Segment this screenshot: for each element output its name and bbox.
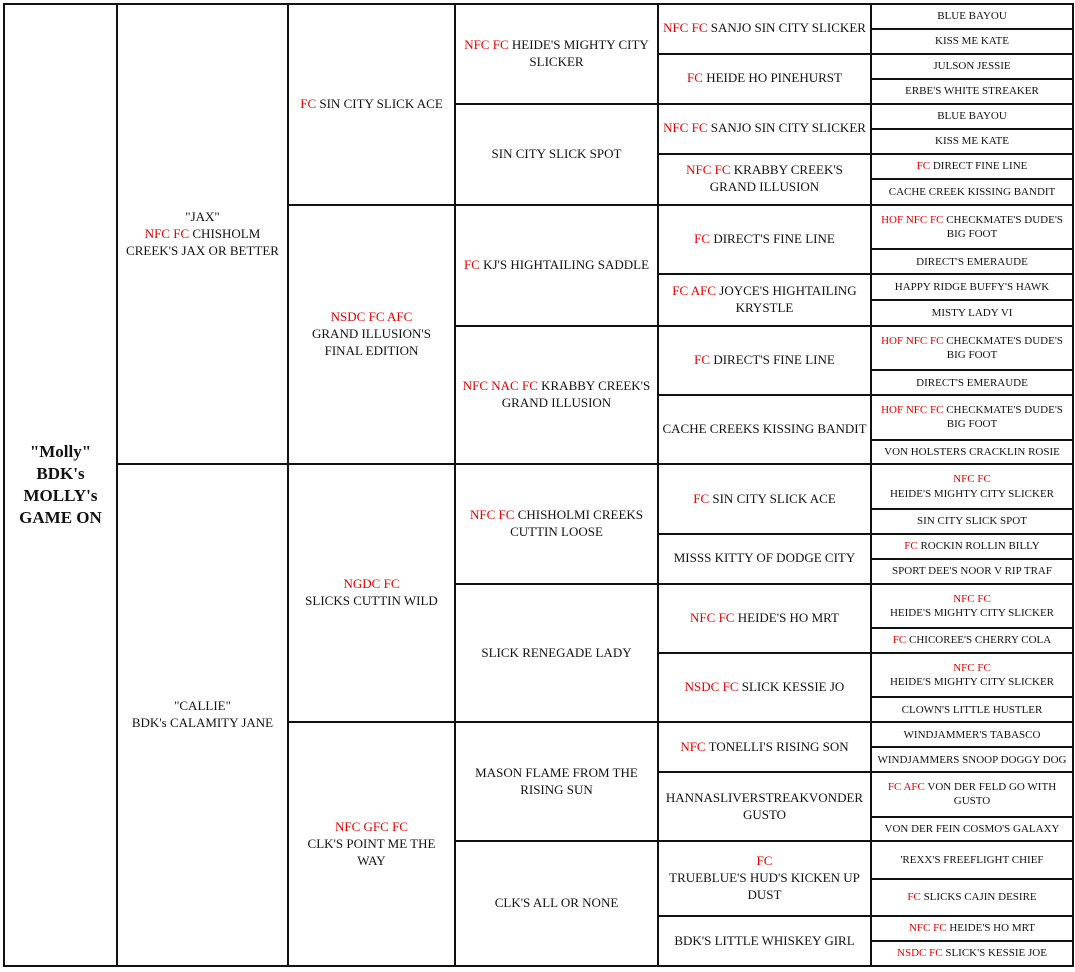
gen5-titles: HOF NFC FC [881,213,944,226]
sire-name [121,226,284,260]
dam-registered-name: BDK's CALAMITY JANE [131,715,274,731]
gen4-cell [658,534,871,584]
gen4-cell [658,205,871,274]
gen5-titles: NFC FC [953,473,991,486]
gen4-name: TONELLI'S RISING SON [708,738,849,754]
subject-dog-cell [4,4,117,966]
gen5-name: SIN CITY SLICK SPOT [917,515,1027,528]
gen5-cell [871,326,1073,370]
gen5-cell [871,559,1073,584]
gen5-name: VON DER FELD GO WITH GUSTO [927,781,1057,808]
gen4-name: HANNASLIVERSTREAKVONDERGUSTO [665,789,864,822]
gen2-name: GRAND ILLUSION'S FINAL EDITION [312,326,431,359]
gen3-cell [455,104,658,205]
gen4-titles: NFC FC [663,20,708,36]
gen5-name: DIRECT FINE LINE [932,160,1028,173]
gen5-titles: HOF NFC FC [881,334,944,347]
gen5-name: WINDJAMMER'S TABASCO [903,728,1041,741]
gen4-cell [658,653,871,722]
gen3-cell [455,326,658,465]
gen5-name: CHECKMATE'S DUDE'S BIG FOOT [946,334,1063,361]
gen4-titles: NFC [680,738,706,754]
gen4-cell [658,772,871,841]
gen3-cell [455,722,658,841]
gen5-name: WINDJAMMERS SNOOP DOGGY DOG [877,753,1067,766]
gen3-titles: NFC FC [464,36,509,52]
gen3-name: KRABBY CREEK'S GRAND ILLUSION [501,378,651,411]
gen5-name: VON HOLSTERS CRACKLIN ROSIE [884,445,1060,458]
gen3-titles: NFC FC [469,507,515,523]
gen4-titles: NFC FC [690,609,735,625]
gen4-cell [658,464,871,533]
gen5-name: CLOWN'S LITTLE HUSTLER [901,703,1043,716]
gen5-cell [871,509,1073,534]
gen4-name: BDK'S LITTLE WHISKEY GIRL [674,932,855,948]
gen5-cell [871,653,1073,697]
gen5-cell [871,628,1073,653]
gen4-cell [658,154,871,205]
gen5-titles: NFC FC [908,922,947,935]
gen5-titles: FC [892,634,907,647]
gen4-cell [658,916,871,966]
gen4-name: MISSS KITTY OF DODGE CITY [673,550,856,566]
gen4-titles: NFC FC [686,162,731,178]
gen3-cell [455,841,658,966]
gen5-name: SLICK'S KESSIE JOE [945,947,1047,960]
dam-call-name: "CALLIE" [174,698,231,714]
gen2-name: SIN CITY SLICK ACE [319,96,443,112]
gen4-cell [658,584,871,653]
gen3-name: MASON FLAME FROM THE RISING SUN [475,764,638,797]
gen5-name: 'REXX'S FREEFLIGHT CHIEF [900,853,1044,866]
gen2-titles: NFC GFC FC [335,818,408,834]
gen5-titles: FC [904,540,918,553]
gen4-titles: FC [693,490,710,506]
gen5-cell [871,79,1073,104]
gen3-name: SLICK RENEGADE LADY [481,644,632,660]
gen3-name: SIN CITY SLICK SPOT [491,145,622,161]
gen4-name: DIRECT'S FINE LINE [713,352,835,368]
gen5-name: BLUE BAYOU [937,110,1007,122]
gen4-name: HEIDE'S HO MRT [737,609,839,625]
subject-name-line1: MOLLY's [23,486,98,505]
gen2-titles: FC [300,96,317,112]
gen5-name: ROCKIN ROLLIN BILLY [920,540,1040,553]
gen3-titles: FC [463,256,480,272]
gen5-name: JULSON JESSIE [933,60,1011,73]
gen5-cell [871,817,1073,842]
gen4-cell [658,274,871,325]
gen5-cell [871,154,1073,180]
gen5-titles: NFC FC [953,592,991,605]
gen4-name: DIRECT'S FINE LINE [713,231,835,247]
subject-call-name: "Molly" [29,441,92,461]
gen2-cell [288,4,455,205]
gen5-name: HEIDE'S MIGHTY CITY SLICKER [889,676,1055,689]
sire-registered-name: CHISHOLM CREEK'S JAX OR BETTER [126,225,279,258]
gen5-name: SLICKS CAJIN DESIRE [923,891,1037,904]
gen4-titles: FC [694,231,711,247]
gen4-titles: NFC FC [663,120,708,136]
gen5-name: MISTY LADY VI [931,306,1013,319]
gen5-cell [871,584,1073,628]
gen5-name: DIRECT'S EMERAUDE [916,255,1028,268]
gen5-cell [871,841,1073,878]
gen5-name: DIRECT'S EMERAUDE [916,376,1028,389]
gen4-cell [658,4,871,54]
gen5-cell [871,205,1073,249]
gen4-name: TRUEBLUE'S HUD'S KICKEN UP DUST [669,870,860,903]
gen5-name: VON DER FEIN COSMO'S GALAXY [884,822,1060,835]
gen5-titles: FC [907,891,921,904]
gen4-name: SANJO SIN CITY SLICKER [710,20,866,36]
gen5-cell [871,941,1073,966]
gen5-cell [871,772,1073,816]
gen5-cell [871,464,1073,508]
sire-call-name: "JAX" [185,208,220,224]
pedigree-chart [3,3,1074,967]
gen4-cell [658,104,871,154]
gen5-name: CHICOREE'S CHERRY COLA [909,634,1052,647]
gen4-cell [658,54,871,104]
gen5-titles: NSDC FC [897,947,943,960]
gen5-cell [871,54,1073,79]
gen4-titles: FC [756,853,773,869]
gen3-name: KJ'S HIGHTAILING SADDLE [483,256,650,272]
gen5-cell [871,179,1073,205]
gen4-cell [658,722,871,772]
gen4-titles: NSDC FC [684,679,739,695]
gen5-name: HEIDE'S MIGHTY CITY SLICKER [889,487,1055,500]
gen5-cell [871,29,1073,54]
gen2-name: CLK'S POINT ME THE WAY [307,835,436,868]
gen4-name: CACHE CREEKS KISSING BANDIT [662,421,867,437]
gen3-cell [455,205,658,326]
gen5-name: HAPPY RIDGE BUFFY'S HAWK [894,281,1050,294]
gen5-cell [871,129,1073,154]
gen5-name: CHECKMATE'S DUDE'S BIG FOOT [946,404,1063,431]
gen4-name: JOYCE'S HIGHTAILING KRYSTLE [719,283,857,316]
gen4-name: SANJO SIN CITY SLICKER [710,120,866,136]
gen5-name: CHECKMATE'S DUDE'S BIG FOOT [946,213,1063,241]
gen5-cell [871,300,1073,326]
gen4-cell [658,841,871,915]
gen5-name: KISS ME KATE [935,35,1009,48]
gen5-titles: FC AFC [887,781,925,794]
gen2-titles: NSDC FC AFC [330,309,413,325]
gen5-titles: NFC FC [953,661,991,674]
gen4-cell [658,326,871,395]
gen2-cell [288,464,455,722]
subject-kennel: BDK's [36,463,85,483]
gen3-cell [455,584,658,723]
gen2-name: SLICKS CUTTIN WILD [305,593,438,609]
gen5-name: BLUE BAYOU [937,10,1007,23]
gen3-cell [455,4,658,104]
gen4-cell [658,395,871,464]
gen5-titles: HOF NFC FC [881,404,944,417]
gen5-cell [871,916,1073,941]
gen5-cell [871,274,1073,300]
gen5-cell [871,879,1073,916]
gen4-titles: FC [687,70,703,86]
gen3-cell [455,464,658,583]
gen5-cell [871,370,1073,395]
gen5-name: ERBE'S WHITE STREAKER [905,85,1039,98]
gen4-name: KRABBY CREEK'S GRAND ILLUSION [709,162,843,195]
gen5-name: CACHE CREEK KISSING BANDIT [888,185,1056,198]
gen2-cell [288,205,455,464]
gen5-cell [871,104,1073,129]
gen5-cell [871,395,1073,439]
gen5-name: SPORT DEE'S NOOR V RIP TRAF [892,565,1052,578]
gen5-cell [871,249,1073,274]
gen5-titles: FC [916,160,931,173]
sire-cell [117,4,288,464]
gen3-name: HEIDE'S MIGHTY CITY SLICKER [511,36,649,69]
gen4-titles: FC [694,352,711,368]
gen4-name: SIN CITY SLICK ACE [712,490,836,506]
gen3-name: CLK'S ALL OR NONE [494,895,619,911]
gen5-name: KISS ME KATE [935,134,1009,147]
gen4-name: SLICK KESSIE JO [741,679,845,695]
gen2-cell [288,722,455,966]
gen2-titles: NGDC FC [343,576,400,592]
gen3-name: CHISHOLMI CREEKS CUTTIN LOOSE [510,507,644,540]
gen5-cell [871,4,1073,29]
subject-name-line2: GAME ON [19,508,102,528]
gen5-cell [871,440,1073,465]
gen5-name: HEIDE'S HO MRT [949,922,1035,935]
dam-cell [117,464,288,966]
gen5-cell [871,722,1073,747]
gen3-titles: NFC NAC FC [462,378,538,394]
gen4-name: HEIDE HO PINEHURST [706,70,842,86]
gen5-cell [871,534,1073,559]
gen5-cell [871,697,1073,722]
sire-titles: NFC FC [144,225,190,241]
gen5-cell [871,747,1073,772]
gen5-name: HEIDE'S MIGHTY CITY SLICKER [889,606,1055,619]
gen4-titles: FC AFC [672,283,717,299]
